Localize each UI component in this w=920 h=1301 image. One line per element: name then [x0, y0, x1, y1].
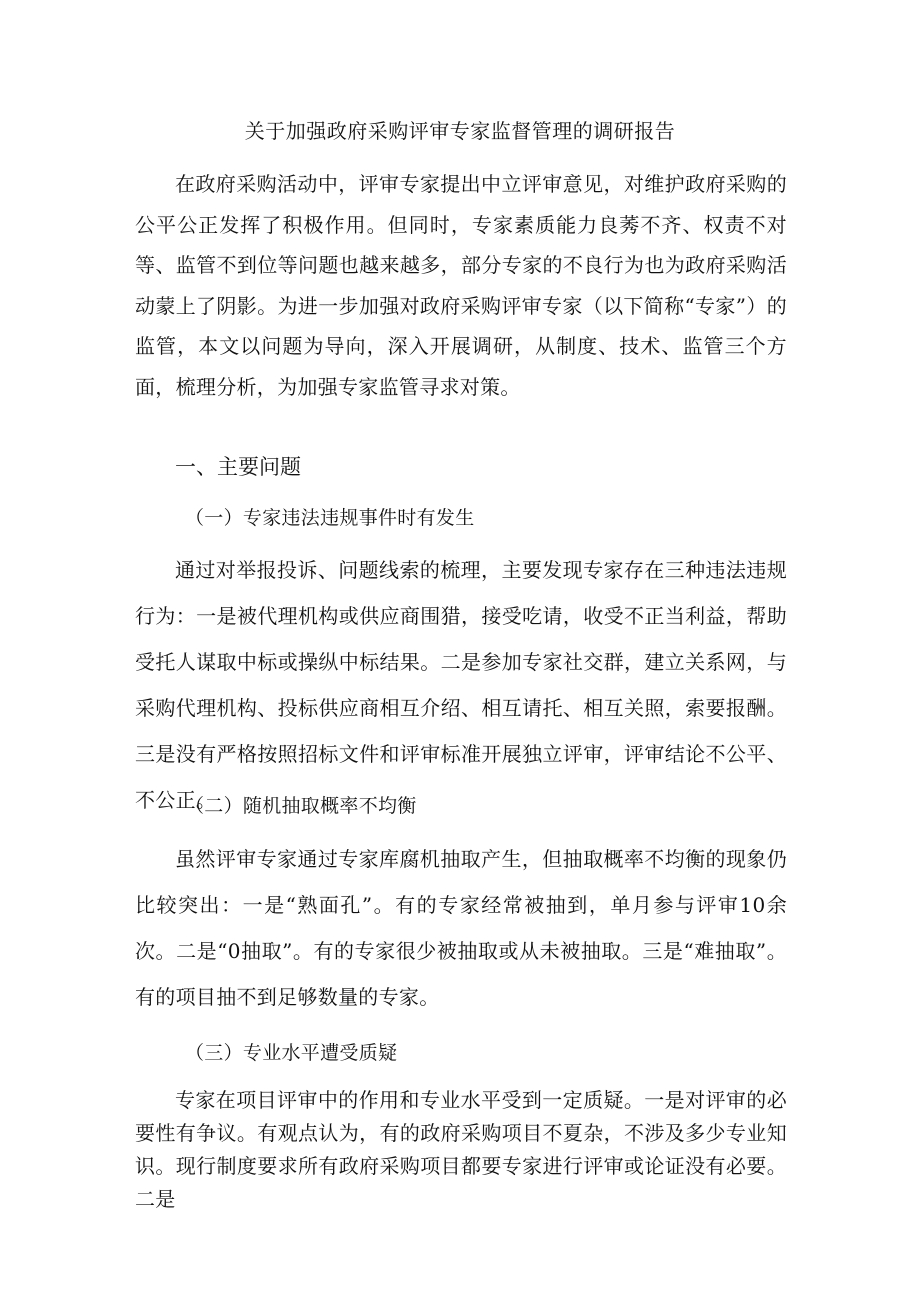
section-heading-main-problems: 一、主要问题: [175, 455, 301, 479]
subsection-heading-random-selection: （二）随机抽取概率不均衡: [185, 795, 417, 817]
intro-paragraph: 在政府采购活动中，评审专家提出中立评审意见，对维护政府采购的公平公正发挥了积极作用。但同时，专家素质能力良莠不齐、权责不对等、监管不到位等问题也越来越多，部分专家的不良行为也为政府采购活动蒙上了阴影。为进一步加强对政府采购评审专家（以下简称“专家”）的监管，本文以问题为导向，深入开展调研，从制度、技术、监管三个方面，梳理分析，为加强专家监管寻求对策。: [135, 172, 787, 399]
violations-paragraph: 通过对举报投诉、问题线索的梳理，主要发现专家存在三种违法违规行为：一是被代理机构或供应商围猎，接受吃请，收受不正当利益，帮助受托人谋取中标或操纵中标结果。二是参加专家社交群，建立关系网，与采购代理机构、投标供应商相互介绍、相互请托、相互关照，索要报酬。三是没有严格按照招标文件和评审标准开展独立评审，评审结论不公平、不公正。: [135, 558, 787, 812]
professional-level-paragraph: 专家在项目评审中的作用和专业水平受到一定质疑。一是对评审的必要性有争议。有观点认为，有的政府采购项目不夏杂，不涉及多少专业知识。现行制度要求所有政府采购项目都要专家进行评审或论证没有必要。二是: [135, 1088, 787, 1211]
document-title: 关于加强政府采购评审专家监督管理的调研报告: [244, 119, 676, 143]
subsection-heading-professional-level: （三）专业水平遭受质疑: [185, 1042, 398, 1064]
subsection-heading-violations: （一）专家违法违规事件时有发生: [185, 507, 475, 529]
random-selection-paragraph: 虽然评审专家通过专家库腐机抽取产生，但抽取概率不均衡的现象仍比较突出：一是“熟面孔”。有的专家经常被抽到，单月参与评审10余次。二是“0抽取”。有的专家很少被抽取或从未被抽取。三是“难抽取”。有的项目抽不到足够数量的专家。: [135, 847, 787, 1009]
